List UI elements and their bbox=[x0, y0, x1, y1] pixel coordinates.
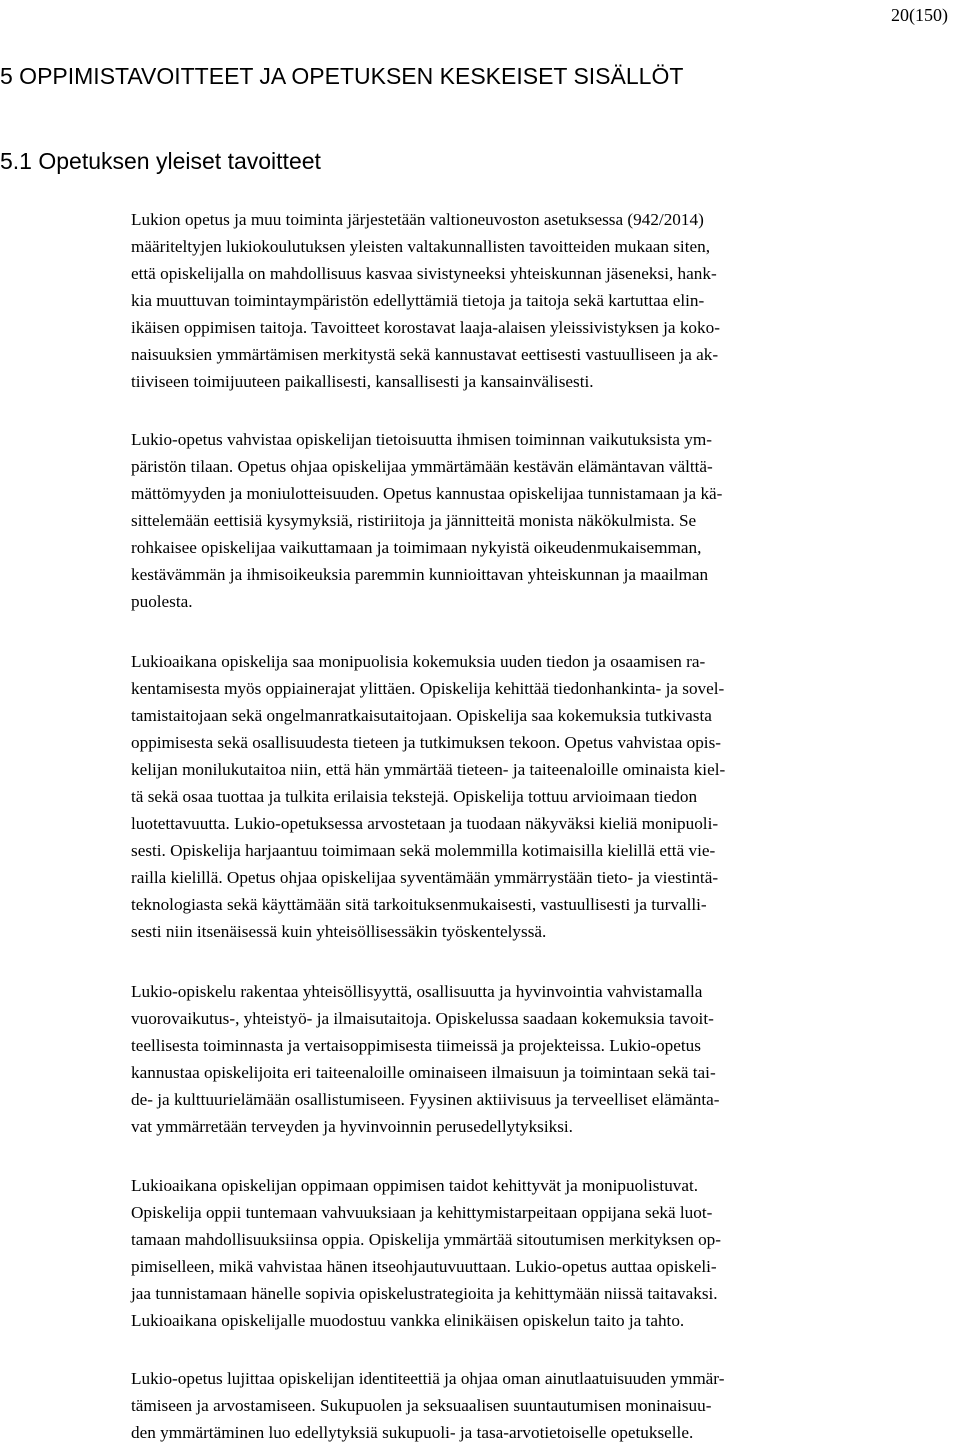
text-line: den ymmärtäminen luo edellytyksiä sukupuoli- ja tasa-arvotietoiselle opetukselle. bbox=[131, 1423, 694, 1442]
text-line: teellisesta toiminnasta ja vertaisoppimisesta tiimeissä ja projekteissa. Lukio-opetus bbox=[131, 1036, 701, 1055]
text-line: että opiskelijalla on mahdollisuus kasvaa sivistyneeksi yhteiskunnan jäseneksi, hank- bbox=[131, 264, 717, 283]
paragraph-3 bbox=[131, 648, 957, 945]
text-line: kia muuttuvan toimintaympäristön edellyttämiä tietoja ja taitoja sekä kartuttaa elin- bbox=[131, 291, 705, 310]
text-line: määriteltyjen lukiokoulutuksen yleisten valtakunnallisten tavoitteiden mukaan siten, bbox=[131, 237, 710, 256]
text-line: naisuuksien ymmärtämisen merkitystä sekä kannustavat eettisesti vastuulliseen ja ak- bbox=[131, 345, 719, 364]
text-line: jaa tunnistamaan hänelle sopivia opiskelustrategioita ja kehittymään niissä taitavaksi. bbox=[131, 1284, 718, 1303]
text-line: rohkaisee opiskelijaa vaikuttamaan ja toimimaan nykyistä oikeudenmukaisemman, bbox=[131, 538, 702, 557]
paragraph-1 bbox=[131, 206, 957, 395]
paragraph-4 bbox=[131, 978, 957, 1140]
text-line: railla kielillä. Opetus ohjaa opiskelijaa syventämään ymmärrystään tieto- ja viestintä- bbox=[131, 868, 719, 887]
paragraph-6 bbox=[131, 1365, 957, 1446]
text-line: kentamisesta myös oppiainerajat ylittäen. Opiskelija kehittää tiedonhankinta- ja sovel- bbox=[131, 679, 725, 698]
text-line: tamistaitojaan sekä ongelmanratkaisutaitojaan. Opiskelija saa kokemuksia tutkivasta bbox=[131, 706, 712, 725]
paragraph-5 bbox=[131, 1172, 957, 1334]
text-line: sittelemään eettisiä kysymyksiä, ristiriitoja ja jännitteitä monista näkökulmista. Se bbox=[131, 511, 697, 530]
text-line: de- ja kulttuurielämään osallistumiseen. Fyysinen aktiivisuus ja terveelliset elämänta- bbox=[131, 1090, 720, 1109]
text-line: kelijan monilukutaitoa niin, että hän ymmärtää tieteen- ja taiteenaloille ominaista kiel- bbox=[131, 760, 726, 779]
text-line: tiiviseen toimijuuteen paikallisesti, kansallisesti ja kansainvälisesti. bbox=[131, 372, 594, 391]
text-line: Lukio-opiskelu rakentaa yhteisöllisyyttä, osallisuutta ja hyvinvointia vahvistamalla bbox=[131, 982, 703, 1001]
text-line: luotettavuutta. Lukio-opetuksessa arvostetaan ja tuodaan näkyväksi kieliä monipuoli- bbox=[131, 814, 719, 833]
text-line: päristön tilaan. Opetus ohjaa opiskelijaa ymmärtämään kestävän elämäntavan välttä- bbox=[131, 457, 713, 476]
text-line: teknologiasta sekä käyttämään sitä tarkoituksenmukaisesti, vastuullisesti ja turvalli- bbox=[131, 895, 707, 914]
text-line: tamaan mahdollisuuksiinsa oppia. Opiskelija ymmärtää sitoutumisen merkityksen op- bbox=[131, 1230, 721, 1249]
text-line: pimiselleen, mikä vahvistaa hänen itseohjautuvuuttaan. Lukio-opetus auttaa opiskeli- bbox=[131, 1257, 717, 1276]
text-line: vat ymmärretään terveyden ja hyvinvoinnin perusedellytyksiksi. bbox=[131, 1117, 573, 1136]
text-line: sesti. Opiskelija harjaantuu toimimaan sekä molemmilla kotimaisilla kielillä että vie- bbox=[131, 841, 716, 860]
paragraph-2 bbox=[131, 426, 957, 615]
text-line: sesti niin itsenäisessä kuin yhteisöllisessäkin työskentelyssä. bbox=[131, 922, 547, 941]
text-line: puolesta. bbox=[131, 592, 193, 611]
text-line: Lukio-opetus lujittaa opiskelijan identiteettiä ja ohjaa oman ainutlaatuisuuden ymmär- bbox=[131, 1369, 725, 1388]
text-line: kestävämmän ja ihmisoikeuksia paremmin kunnioittavan yhteiskunnan ja maailman bbox=[131, 565, 709, 584]
text-line: kannustaa opiskelijoita eri taiteenaloille ominaiseen ilmaisuun ja toimintaan sekä tai- bbox=[131, 1063, 716, 1082]
text-line: Lukioaikana opiskelijalle muodostuu vankka elinikäisen opiskelun taito ja tahto. bbox=[131, 1311, 685, 1330]
text-line: Lukion opetus ja muu toiminta järjestetään valtioneuvoston asetuksessa (942/2014) bbox=[131, 210, 704, 229]
text-line: Lukioaikana opiskelijan oppimaan oppimisen taidot kehittyvät ja monipuolistuvat. bbox=[131, 1176, 699, 1195]
text-line: Opiskelija oppii tuntemaan vahvuuksiaan ja kehittymistarpeitaan oppijana sekä luot- bbox=[131, 1203, 713, 1222]
text-line: tä sekä osaa tuottaa ja tulkita erilaisia tekstejä. Opiskelija tottuu arvioimaan tiedon bbox=[131, 787, 698, 806]
page-number: 20(150) bbox=[891, 5, 948, 25]
text-line: mättömyyden ja moniulotteisuuden. Opetus kannustaa opiskelijaa tunnistamaan ja kä- bbox=[131, 484, 723, 503]
text-line: Lukio-opetus vahvistaa opiskelijan tietoisuutta ihmisen toiminnan vaikutuksista ym- bbox=[131, 430, 712, 449]
text-line: Lukioaikana opiskelija saa monipuolisia kokemuksia uuden tiedon ja osaamisen ra- bbox=[131, 652, 706, 671]
text-line: ikäisen oppimisen taitoja. Tavoitteet korostavat laaja-alaisen yleissivistyksen ja koko- bbox=[131, 318, 720, 337]
chapter-heading: 5 OPPIMISTAVOITTEET JA OPETUKSEN KESKEISET SISÄLLÖT bbox=[0, 63, 684, 89]
text-line: oppimisesta sekä osallisuudesta tieteen ja tutkimuksen tekoon. Opetus vahvistaa opis- bbox=[131, 733, 721, 752]
text-line: tämiseen ja arvostamiseen. Sukupuolen ja seksuaalisen suuntautumisen moninaisuu- bbox=[131, 1396, 712, 1415]
section-heading: 5.1 Opetuksen yleiset tavoitteet bbox=[0, 148, 321, 174]
text-line: vuorovaikutus-, yhteistyö- ja ilmaisutaitoja. Opiskelussa saadaan kokemuksia tavoit- bbox=[131, 1009, 714, 1028]
